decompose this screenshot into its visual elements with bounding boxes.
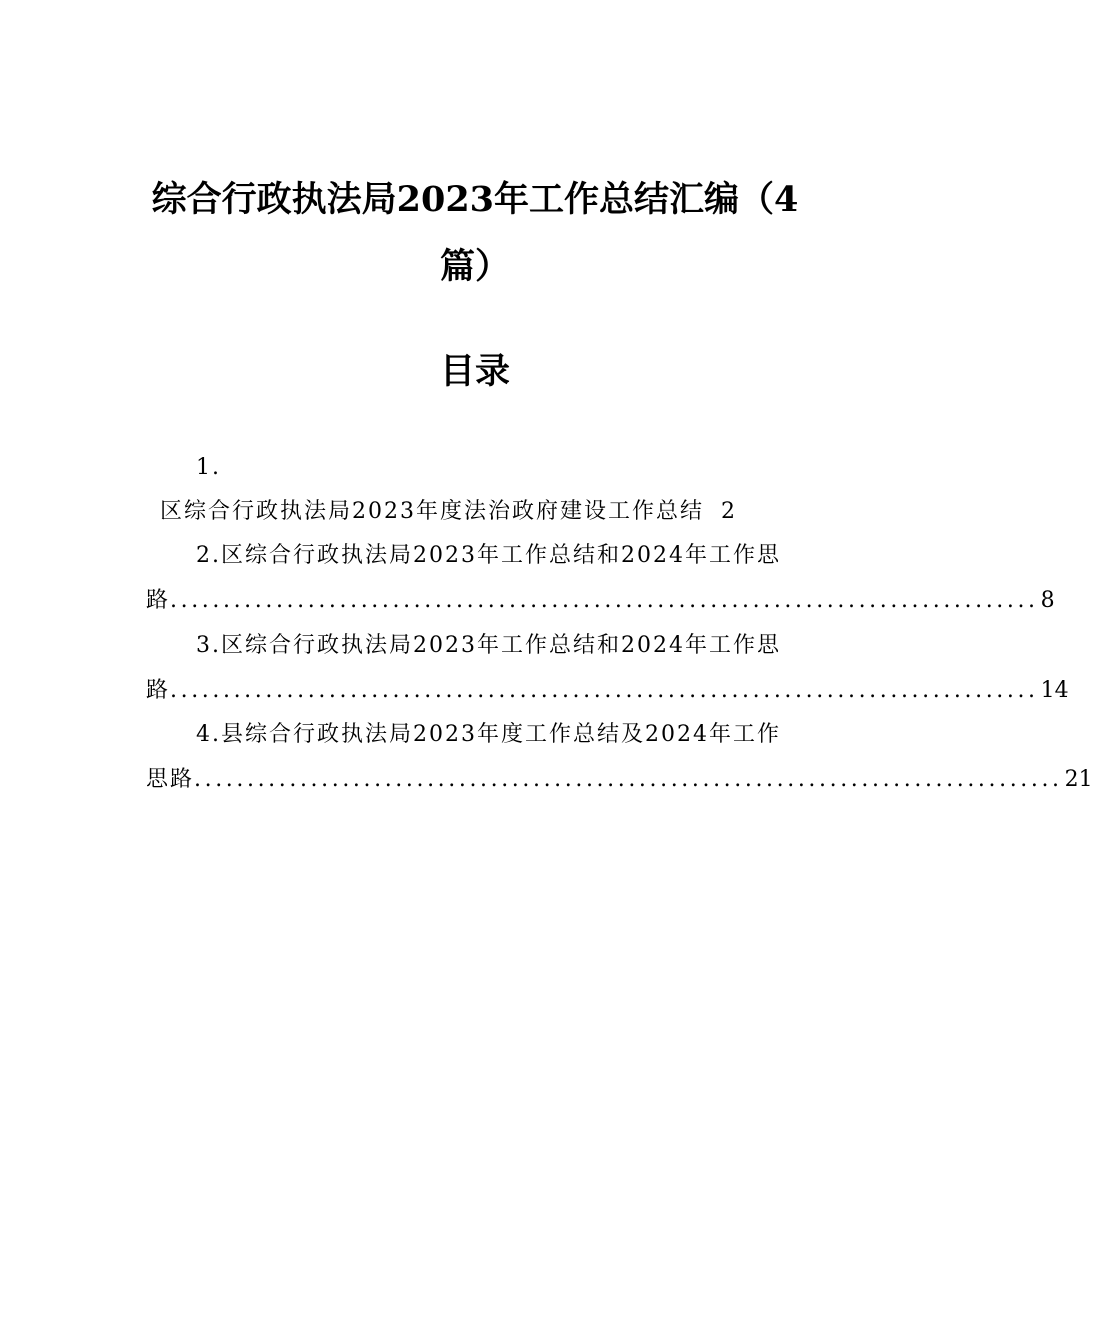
- document-title-line-2: 篇）: [439, 246, 510, 287]
- toc-item-2-leader-dots: ..................................................................................: [170, 588, 1039, 613]
- toc-item-3-lead: 路: [146, 678, 171, 703]
- toc-item-2-line-2[interactable]: [146, 586, 1055, 616]
- toc-item-4-lead: 思路: [146, 767, 195, 792]
- toc-item-4-leader-dots: ..................................................................................: [194, 767, 1063, 792]
- toc-item-2-lead: 路: [146, 588, 171, 613]
- toc-item-4-page: 21: [1064, 767, 1093, 792]
- toc-item-4-line-2[interactable]: [146, 765, 1093, 795]
- toc-heading: 目录: [439, 351, 510, 392]
- toc-item-3-line-1[interactable]: 3.区综合行政执法局2023年工作总结和2024年工作思: [196, 633, 781, 658]
- toc-item-3-page: 14: [1040, 678, 1069, 703]
- toc-item-1-number: 1.: [196, 455, 221, 480]
- toc-item-4-line-1[interactable]: 4.县综合行政执法局2023年度工作总结及2024年工作: [196, 722, 781, 747]
- toc-item-1-entry[interactable]: [160, 497, 737, 527]
- toc-item-3-leader-dots: ..................................................................................: [170, 678, 1039, 703]
- toc-item-1-text: 区综合行政执法局2023年度法治政府建设工作总结: [160, 499, 704, 524]
- toc-item-2-page: 8: [1040, 588, 1055, 613]
- toc-item-2-line-1[interactable]: 2.区综合行政执法局2023年工作总结和2024年工作思: [196, 543, 781, 568]
- document-title-line-1: 综合行政执法局2023年工作总结汇编（4: [151, 179, 799, 220]
- toc-item-3-line-2[interactable]: [146, 676, 1069, 706]
- toc-item-1-page: 2: [721, 499, 737, 524]
